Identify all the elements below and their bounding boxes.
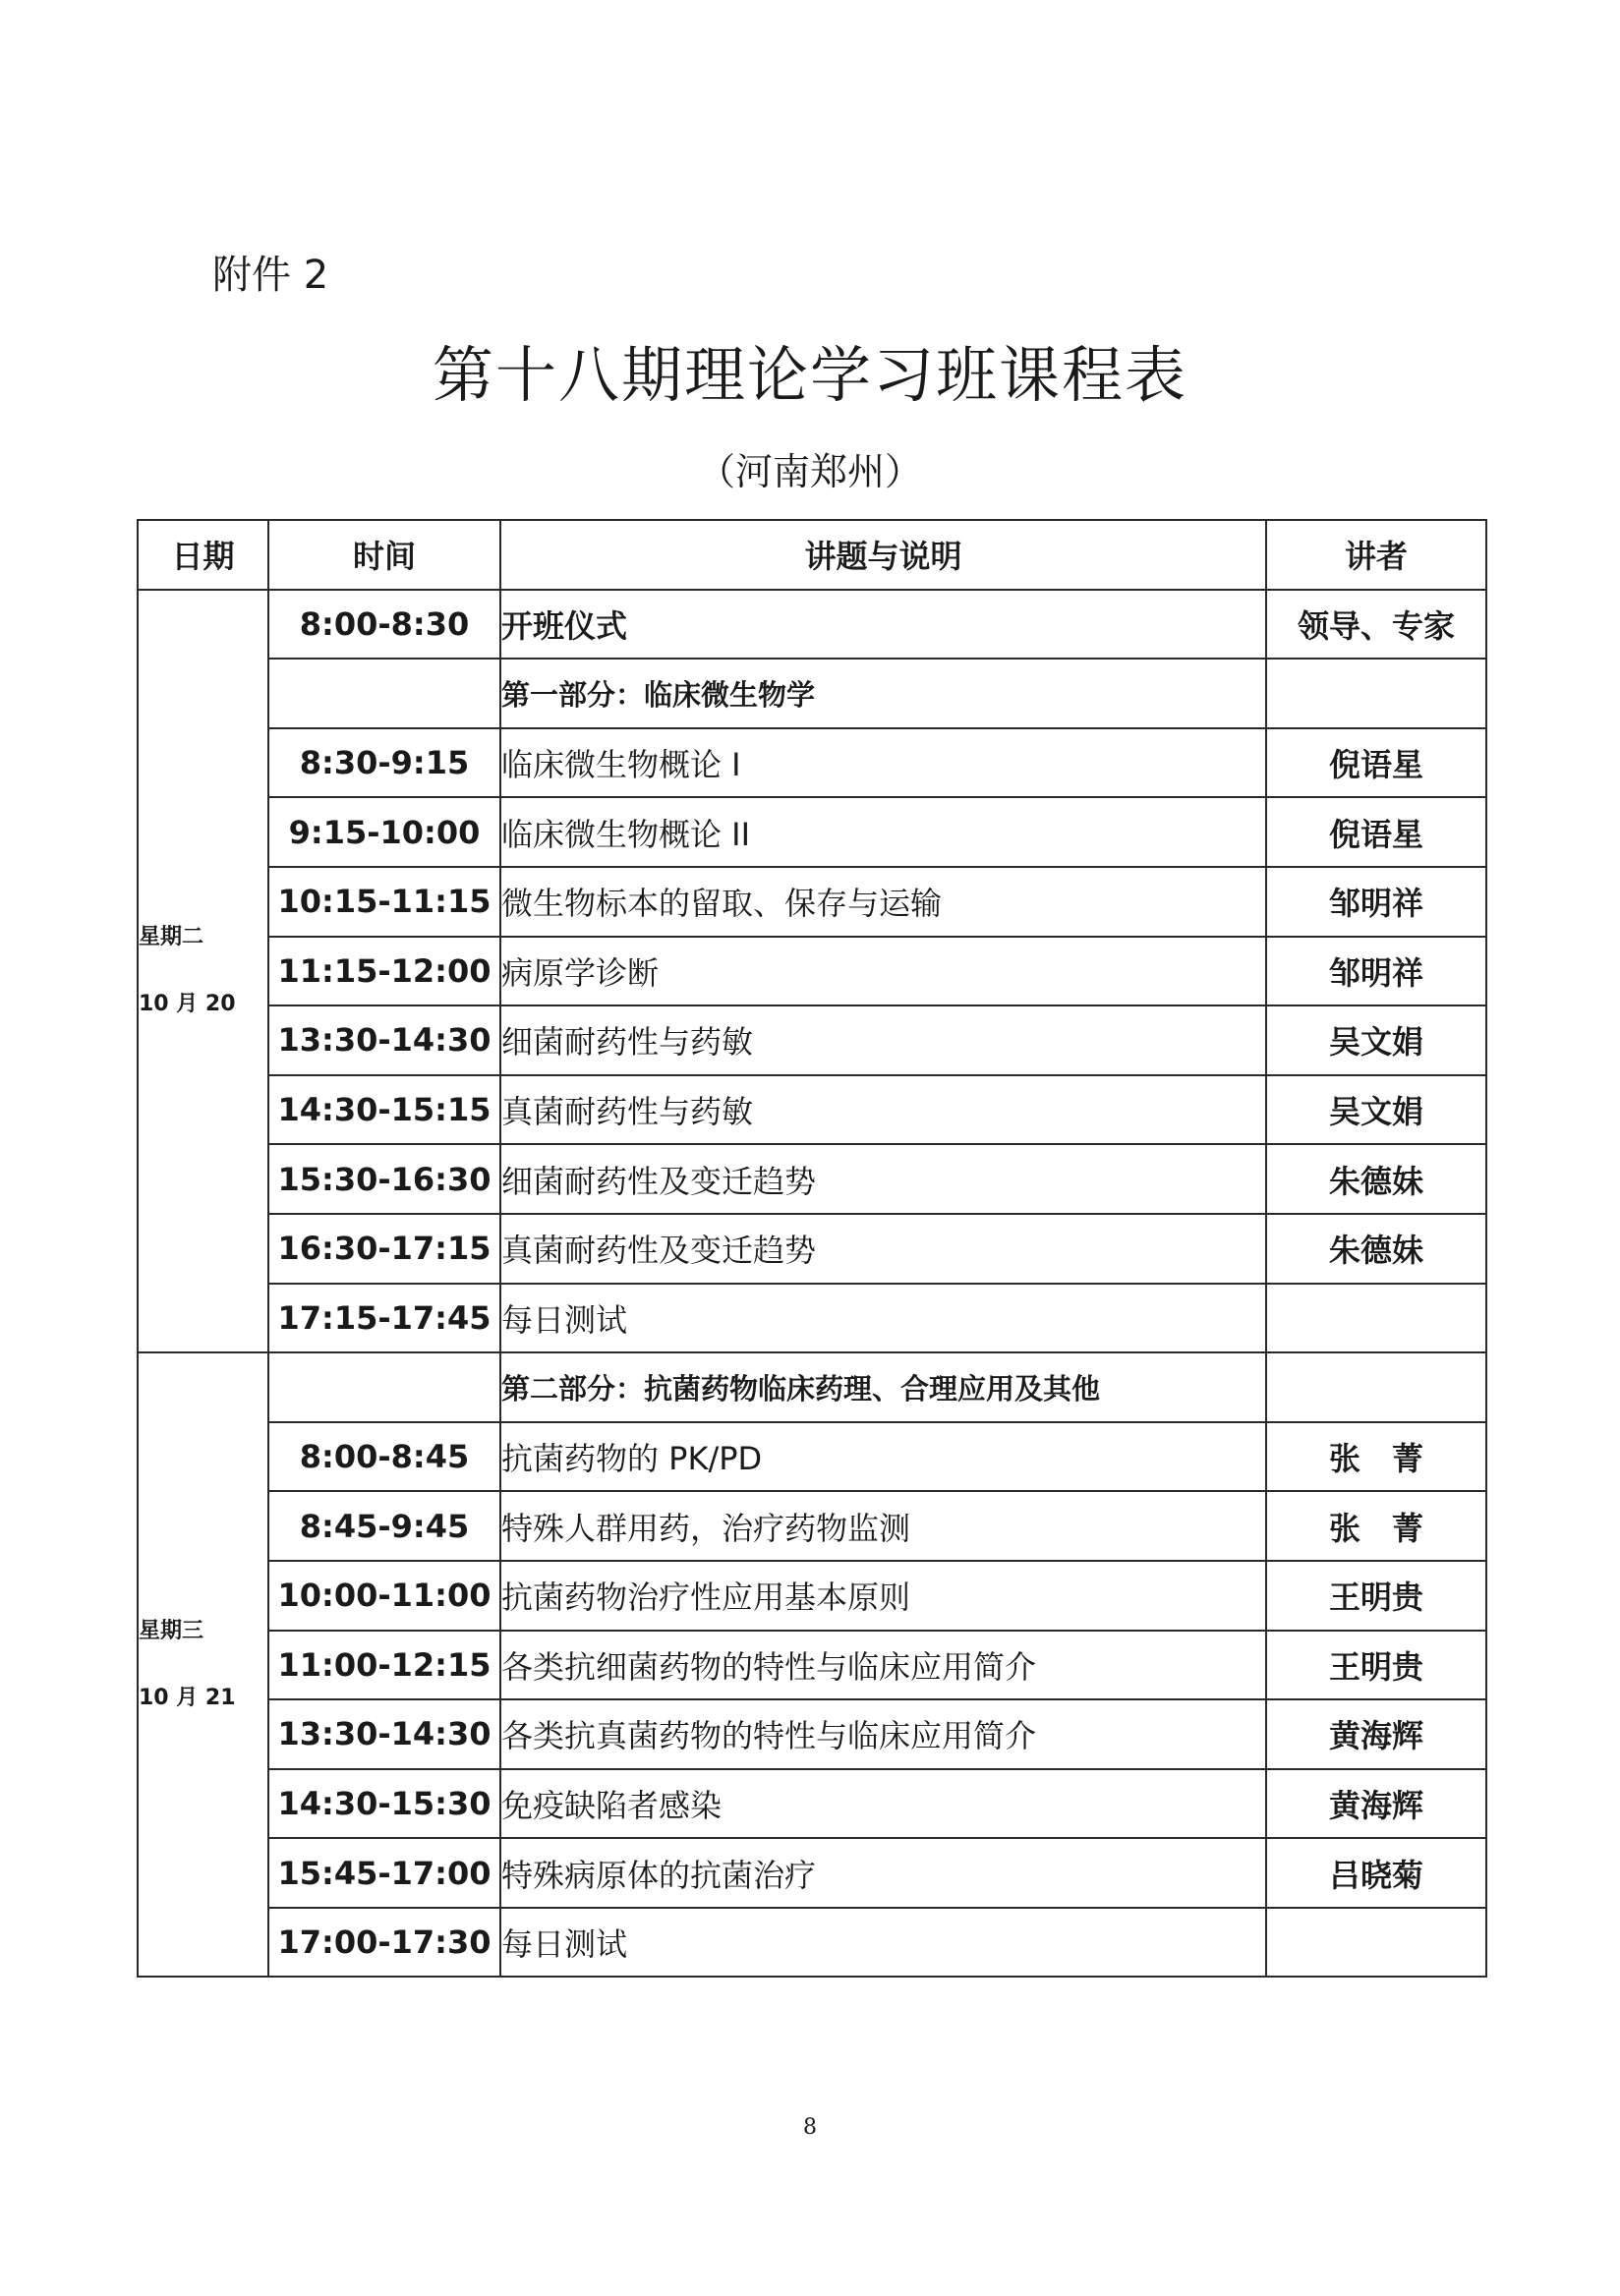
table-row xyxy=(138,1144,1486,1214)
speaker-cell xyxy=(1266,659,1486,728)
speaker-cell xyxy=(1266,1908,1486,1978)
speaker-cell: 张 菁 xyxy=(1266,1422,1486,1492)
schedule-body xyxy=(138,590,1486,1978)
table-row xyxy=(138,1422,1486,1492)
page-title: 第十八期理论学习班课程表 xyxy=(432,339,1187,411)
topic-cell: 每日测试 xyxy=(500,1284,1266,1353)
table-row xyxy=(138,937,1486,1006)
time-cell: 15:30-16:30 xyxy=(268,1144,500,1214)
page-number: 8 xyxy=(803,2115,817,2140)
weekday-label: 星期二 xyxy=(139,924,204,949)
time-cell: 14:30-15:15 xyxy=(268,1075,500,1145)
topic-cell: 免疫缺陷者感染 xyxy=(500,1769,1266,1839)
speaker-cell: 邹明祥 xyxy=(1266,937,1486,1006)
date-label: 10 月 20 xyxy=(139,991,236,1016)
speaker-cell: 张 菁 xyxy=(1266,1491,1486,1561)
topic-cell: 每日测试 xyxy=(500,1908,1266,1978)
header-speaker: 讲者 xyxy=(1266,520,1486,590)
header-row xyxy=(138,520,1486,590)
speaker-cell: 倪语星 xyxy=(1266,797,1486,867)
table-row xyxy=(138,1214,1486,1284)
topic-cell: 各类抗细菌药物的特性与临床应用简介 xyxy=(500,1631,1266,1700)
speaker-cell xyxy=(1266,1284,1486,1353)
table-row xyxy=(138,1352,1486,1422)
topic-cell: 抗菌药物治疗性应用基本原则 xyxy=(500,1561,1266,1631)
table-row xyxy=(138,867,1486,937)
table-row xyxy=(138,659,1486,728)
date-cell xyxy=(138,590,268,1353)
time-cell: 10:00-11:00 xyxy=(268,1561,500,1631)
time-cell: 11:15-12:00 xyxy=(268,937,500,1006)
topic-cell: 真菌耐药性与药敏 xyxy=(500,1075,1266,1145)
time-cell: 8:45-9:45 xyxy=(268,1491,500,1561)
topic-cell: 各类抗真菌药物的特性与临床应用简介 xyxy=(500,1699,1266,1769)
speaker-cell: 邹明祥 xyxy=(1266,867,1486,937)
topic-cell: 开班仪式 xyxy=(500,590,1266,660)
topic-cell: 抗菌药物的 PK/PD xyxy=(500,1422,1266,1492)
table-row xyxy=(138,1631,1486,1700)
speaker-cell: 黄海辉 xyxy=(1266,1699,1486,1769)
time-cell: 17:00-17:30 xyxy=(268,1908,500,1978)
speaker-cell: 朱德妹 xyxy=(1266,1144,1486,1214)
speaker-cell: 倪语星 xyxy=(1266,728,1486,798)
section-heading-cell: 第二部分：抗菌药物临床药理、合理应用及其他 xyxy=(500,1352,1266,1422)
topic-cell: 微生物标本的留取、保存与运输 xyxy=(500,867,1266,937)
topic-cell: 细菌耐药性及变迁趋势 xyxy=(500,1144,1266,1214)
weekday-label: 星期三 xyxy=(139,1618,204,1643)
attachment-label: 附件 2 xyxy=(212,253,329,298)
topic-cell: 特殊病原体的抗菌治疗 xyxy=(500,1838,1266,1908)
speaker-cell: 吕晓菊 xyxy=(1266,1838,1486,1908)
speaker-cell: 吴文娟 xyxy=(1266,1005,1486,1075)
header-date: 日期 xyxy=(138,520,268,590)
time-cell: 9:15-10:00 xyxy=(268,797,500,867)
topic-cell: 细菌耐药性与药敏 xyxy=(500,1005,1266,1075)
speaker-cell: 黄海辉 xyxy=(1266,1769,1486,1839)
page-subtitle: （河南郑州） xyxy=(697,450,922,493)
time-cell: 14:30-15:30 xyxy=(268,1769,500,1839)
speaker-cell: 王明贵 xyxy=(1266,1561,1486,1631)
date-cell xyxy=(138,1352,268,1977)
table-row xyxy=(138,797,1486,867)
table-row xyxy=(138,1908,1486,1978)
table-row xyxy=(138,728,1486,798)
table-row xyxy=(138,1838,1486,1908)
time-cell xyxy=(268,659,500,728)
table-row xyxy=(138,1561,1486,1631)
speaker-cell: 吴文娟 xyxy=(1266,1075,1486,1145)
time-cell: 8:00-8:45 xyxy=(268,1422,500,1492)
speaker-cell: 领导、专家 xyxy=(1266,590,1486,660)
time-cell: 16:30-17:15 xyxy=(268,1214,500,1284)
speaker-cell: 王明贵 xyxy=(1266,1631,1486,1700)
topic-cell: 临床微生物概论 II xyxy=(500,797,1266,867)
time-cell: 15:45-17:00 xyxy=(268,1838,500,1908)
time-cell: 10:15-11:15 xyxy=(268,867,500,937)
schedule-table xyxy=(137,519,1487,1978)
table-row xyxy=(138,1075,1486,1145)
table-row xyxy=(138,1699,1486,1769)
table-row xyxy=(138,1769,1486,1839)
speaker-cell: 朱德妹 xyxy=(1266,1214,1486,1284)
time-cell: 11:00-12:15 xyxy=(268,1631,500,1700)
table-row xyxy=(138,590,1486,660)
date-label: 10 月 21 xyxy=(139,1685,236,1710)
topic-cell: 病原学诊断 xyxy=(500,937,1266,1006)
table-row xyxy=(138,1005,1486,1075)
topic-cell: 特殊人群用药，治疗药物监测 xyxy=(500,1491,1266,1561)
topic-cell: 真菌耐药性及变迁趋势 xyxy=(500,1214,1266,1284)
table-row xyxy=(138,1284,1486,1353)
topic-cell: 临床微生物概论 I xyxy=(500,728,1266,798)
time-cell: 8:00-8:30 xyxy=(268,590,500,660)
time-cell: 17:15-17:45 xyxy=(268,1284,500,1353)
header-time: 时间 xyxy=(268,520,500,590)
time-cell: 13:30-14:30 xyxy=(268,1699,500,1769)
section-heading-cell: 第一部分：临床微生物学 xyxy=(500,659,1266,728)
speaker-cell xyxy=(1266,1352,1486,1422)
header-topic: 讲题与说明 xyxy=(500,520,1266,590)
table-row xyxy=(138,1491,1486,1561)
time-cell: 13:30-14:30 xyxy=(268,1005,500,1075)
time-cell: 8:30-9:15 xyxy=(268,728,500,798)
time-cell xyxy=(268,1352,500,1422)
